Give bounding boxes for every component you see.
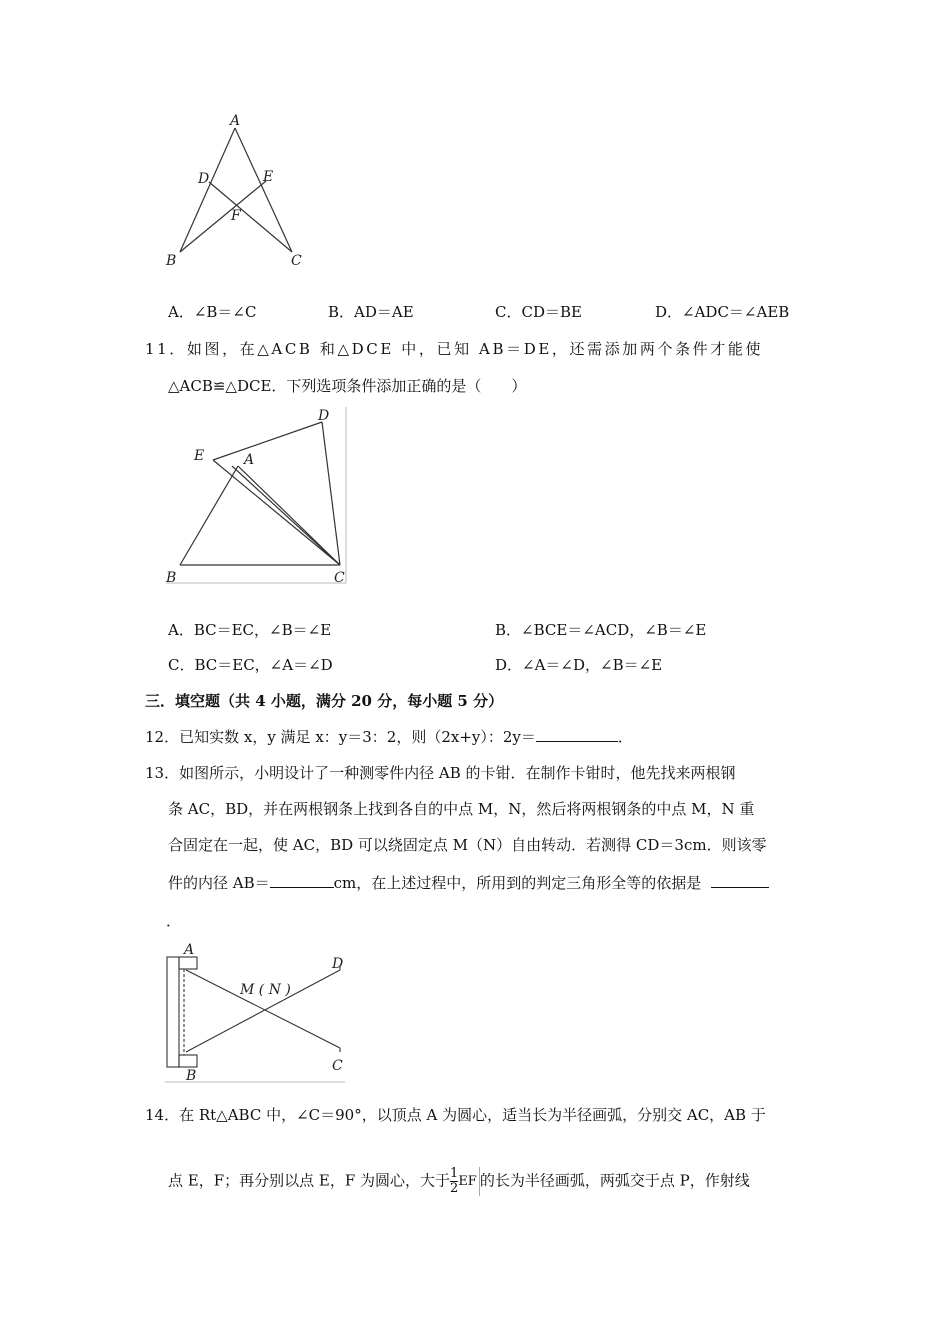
label-D: D	[318, 408, 330, 424]
q10-option-d: D．∠ADC＝∠AEB	[655, 303, 790, 321]
figure-q10	[160, 105, 310, 275]
answer-blank	[536, 727, 618, 742]
q13-text: 件的内径 AB＝	[168, 874, 270, 892]
label-D: D	[198, 171, 210, 187]
q14-line2	[168, 1167, 750, 1196]
label-B: B	[186, 1068, 197, 1084]
label-A: A	[184, 942, 195, 958]
q12	[145, 727, 633, 747]
q14-text: 的长为半径画弧，两弧交于点 P，作射线	[479, 1171, 750, 1190]
answer-blank	[711, 873, 769, 888]
label-C: C	[291, 253, 302, 269]
label-E: E	[263, 169, 274, 185]
frac-den: 2	[450, 1181, 459, 1196]
q11-option-a: A．BC＝EC，∠B＝∠E	[168, 621, 332, 639]
label-B: B	[166, 570, 177, 586]
q11-option-c: C．BC＝EC，∠A＝∠D	[168, 656, 333, 674]
section-heading: 三．填空题（共 4 小题，满分 20 分，每小题 5 分）	[145, 692, 504, 710]
label-B: B	[166, 253, 177, 269]
q13-line2: 条 AC，BD，并在两根钢条上找到各自的中点 M，N，然后将两根钢条的中点 M，N 重	[168, 800, 755, 818]
label-F: F	[231, 208, 241, 224]
q10-option-b: B．AD＝AE	[328, 303, 414, 321]
frac-tail: EF	[458, 1173, 477, 1189]
q14-line1: 14．在 Rt△ABC 中，∠C＝90°，以顶点 A 为圆心，适当长为半径画弧，分别交 AC，AB 于	[145, 1106, 766, 1124]
answer-blank	[270, 873, 334, 888]
label-A: A	[230, 113, 241, 129]
label-E: E	[194, 448, 205, 464]
q13-line5: ．	[166, 912, 182, 930]
label-D: D	[332, 956, 344, 972]
figure-q11	[160, 400, 350, 590]
label-C: C	[334, 570, 345, 586]
q10-option-c: C．CD＝BE	[495, 303, 582, 321]
label-A: A	[244, 452, 255, 468]
q11-stem-line2: △ACB≌△DCE．下列选项条件添加正确的是（ ）	[168, 377, 527, 395]
q10-option-a: A．∠B＝∠C	[168, 303, 257, 321]
q11-stem-line1: 11．如图，在△ACB 和△DCE 中，已知 AB＝DE，还需添加两个条件才能使	[145, 340, 764, 358]
q14-text: 点 E，F；再分别以点 E，F 为圆心，大于	[168, 1171, 451, 1190]
q11-option-d: D．∠A＝∠D，∠B＝∠E	[495, 656, 663, 674]
q11-option-b: B．∠BCE＝∠ACD，∠B＝∠E	[495, 621, 707, 639]
figure-q13	[160, 940, 350, 1085]
q12-text: 12．已知实数 x，y 满足 x：y＝3：2，则（2x+y）：2y＝	[145, 728, 536, 746]
label-C: C	[332, 1058, 343, 1074]
fraction-half-ef	[450, 1167, 480, 1196]
frac-num: 1	[450, 1166, 459, 1181]
q13-text: cm，在上述过程中，所用到的判定三角形全等的依据是	[333, 874, 702, 892]
label-MN: M ( N )	[240, 982, 291, 998]
q13-line3: 合固定在一起，使 AC，BD 可以绕固定点 M（N）自由转动．若测得 CD＝3cm．则该零	[168, 836, 767, 854]
q12-end: ．	[617, 728, 633, 746]
q13-line1: 13．如图所示，小明设计了一种测零件内径 AB 的卡钳．在制作卡钳时，他先找来两根钢	[145, 764, 736, 782]
q13-line4	[168, 873, 769, 893]
